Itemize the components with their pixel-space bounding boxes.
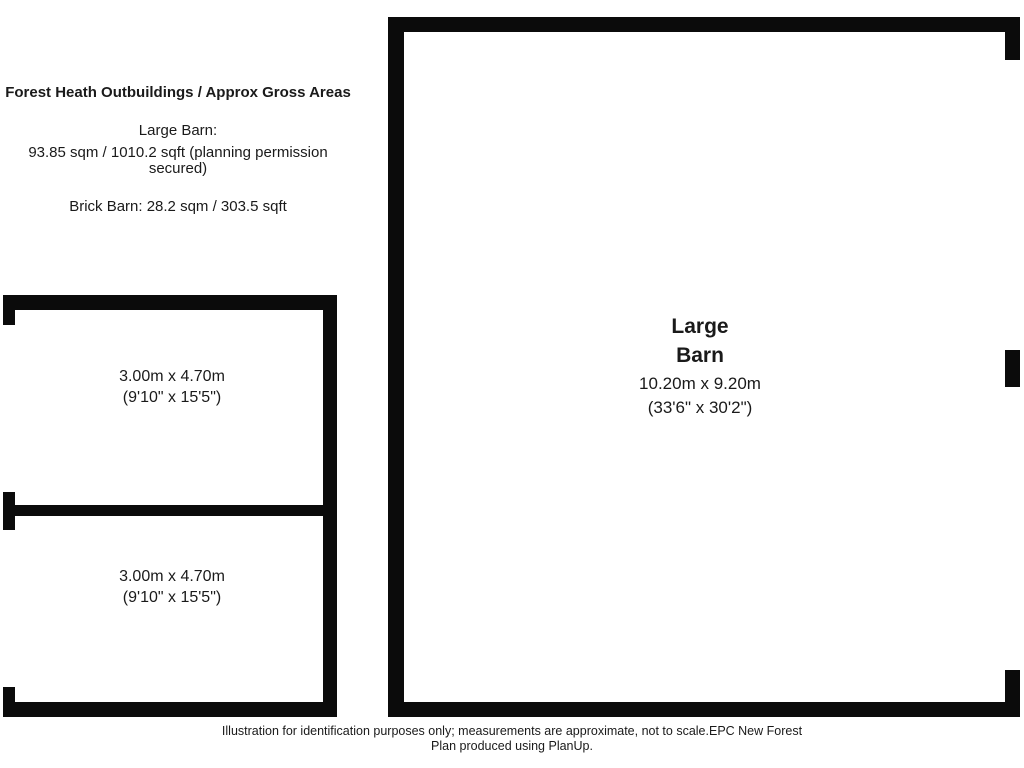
bottom-room-dimensions-metric: 3.00m x 4.70m [119,568,225,585]
header-notes [0,84,356,215]
large-barn-area-label: Large Barn: [138,122,218,139]
brick-barn-wall-bottom [3,702,337,717]
large-barn-name-line1: Large [671,315,729,338]
large-barn-name-line2: Barn [676,344,724,367]
top-room-dimensions-imperial: (9'10" x 15'5") [122,389,222,406]
brick-barn-bottom-room [0,566,344,608]
brick-barn-wall-right [323,295,337,717]
large-barn-room [390,312,1010,420]
brick-barn-wall-left-top [3,295,15,325]
brick-barn-area-value: Brick Barn: 28.2 sqm / 303.5 sqft [69,198,287,215]
footer-disclaimer [0,724,1024,754]
brick-barn-top-room [0,366,344,408]
large-barn-wall-top [388,17,1020,32]
disclaimer-line2: Plan produced using PlanUp. [431,739,593,753]
disclaimer-line1: Illustration for identification purposes only; measurements are approximate, not to scale.EPC New Forest [221,724,803,738]
large-barn-wall-bottom [388,702,1020,717]
bottom-room-dimensions-imperial: (9'10" x 15'5") [122,589,222,606]
large-barn-dimensions-imperial: (33'6" x 30'2") [647,398,753,417]
large-barn-dimensions-metric: 10.20m x 9.20m [639,374,761,393]
brick-barn-wall-left-middle [3,492,15,530]
large-barn-wall-right-bottom [1005,670,1020,717]
brick-barn-wall-top [3,295,337,310]
large-barn-area-value: 93.85 sqm / 1010.2 sqft (planning permission secured) [28,144,328,177]
large-barn-wall-right-top [1005,17,1020,60]
top-room-dimensions-metric: 3.00m x 4.70m [119,368,225,385]
plan-title: Forest Heath Outbuildings / Approx Gross Areas [5,84,351,101]
brick-barn-wall-left-bottom [3,687,15,717]
brick-barn-wall-divider [15,505,325,516]
